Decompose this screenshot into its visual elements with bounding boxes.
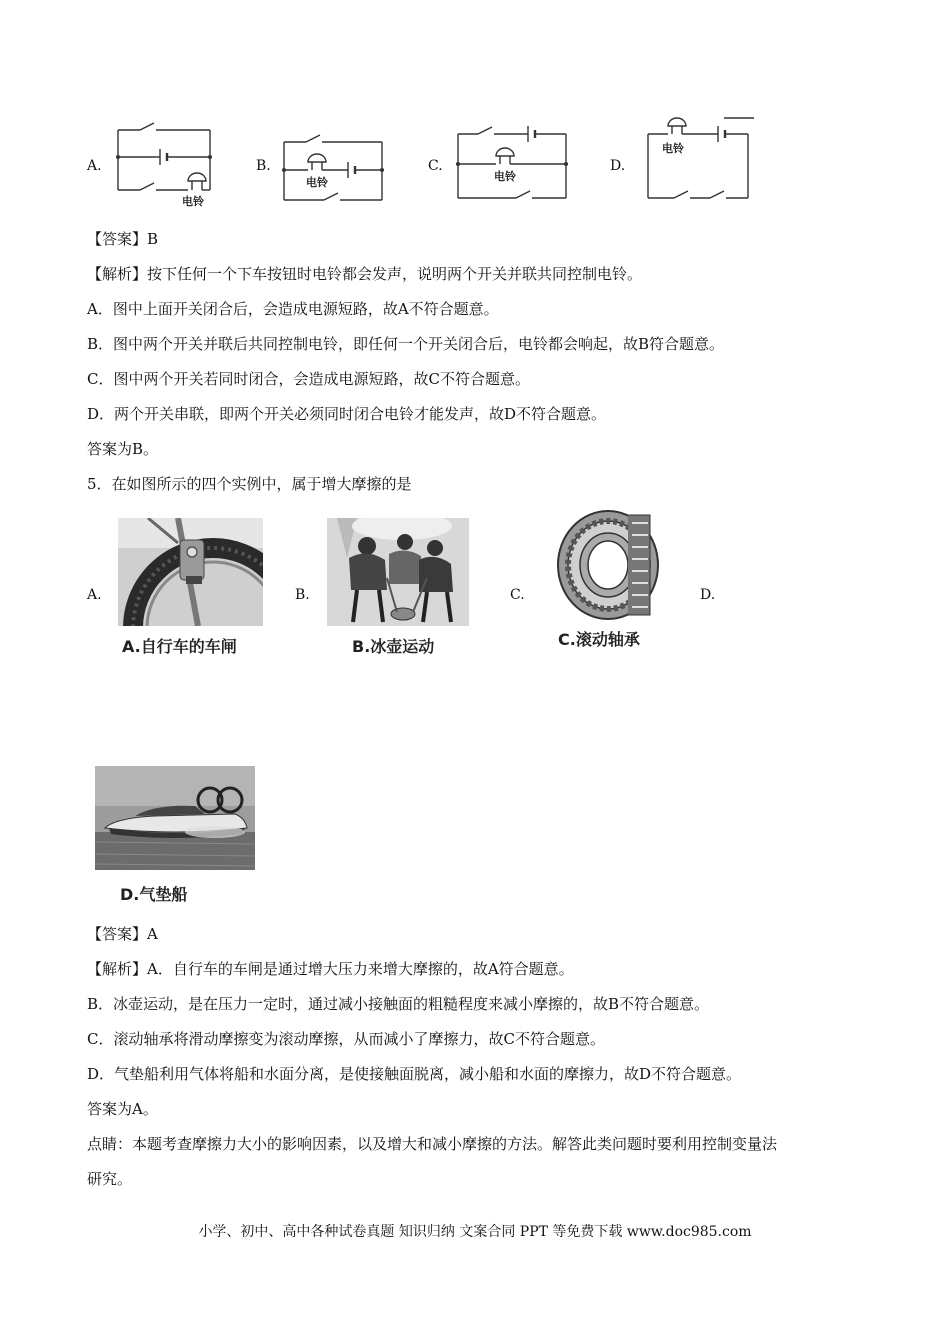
q4-option-d-label: D. (610, 158, 626, 174)
q5-note-line: 研究。 (87, 1170, 133, 1188)
q4-analysis-line: 【解析】按下任何一个下车按钮时电铃都会发声，说明两个开关并联共同控制电铃。 (87, 265, 643, 283)
caption-c: C.滚动轴承 (558, 630, 640, 649)
junction-dot (208, 155, 212, 159)
q5-analysis-line: 答案为A。 (87, 1100, 158, 1118)
hovercraft-image (95, 766, 255, 870)
bell-label: 电铃 (306, 176, 328, 189)
caption-a: A.自行车的车闸 (122, 637, 237, 656)
q5-option-a-label: A. (87, 587, 102, 603)
q4-circuit-c (452, 118, 574, 210)
bell-label: 电铃 (494, 170, 516, 183)
bicycle-brake-image (118, 518, 263, 626)
q5-analysis-line: C．滚动轴承将滑动摩擦变为滚动摩擦，从而减小了摩擦力，故C不符合题意。 (87, 1030, 605, 1048)
q5-analysis-line: D．气垫船利用气体将船和水面分离，是使接触面脱离，减小船和水面的摩擦力，故D不符合题意。 (87, 1065, 742, 1083)
rolling-bearing-image (550, 505, 662, 620)
q5-note-line: 点睛：本题考查摩擦力大小的影响因素，以及增大和减小摩擦的方法。解答此类问题时要利用控制变量法 (87, 1135, 778, 1153)
q4-analysis-line: D．两个开关串联，即两个开关必须同时闭合电铃才能发声，故D不符合题意。 (87, 405, 607, 423)
q5-option-b-label: B. (295, 587, 310, 603)
q4-circuit-d (640, 112, 758, 210)
q4-analysis-line: C．图中两个开关若同时闭合，会造成电源短路，故C不符合题意。 (87, 370, 530, 388)
q5-analysis-line: B．冰壶运动，是在压力一定时，通过减小接触面的粗糙程度来减小摩擦的，故B不符合题意。 (87, 995, 710, 1013)
junction-dot (456, 162, 460, 166)
q5-analysis-line: 【解析】A．自行车的车闸是通过增大压力来增大摩擦的，故A符合题意。 (87, 960, 574, 978)
junction-dot (282, 168, 286, 172)
q5-option-c-label: C. (510, 587, 525, 603)
q4-option-c-label: C. (428, 158, 443, 174)
q4-circuit-a (110, 115, 220, 210)
q4-analysis-line: 答案为B。 (87, 440, 159, 458)
caption-b: B.冰壶运动 (352, 637, 435, 656)
bell-label: 电铃 (182, 195, 204, 208)
page-footer: 小学、初中、高中各种试卷真题 知识归纳 文案合同 PPT 等免费下载 www.doc985.com (198, 1224, 752, 1240)
q4-analysis-line: B．图中两个开关并联后共同控制电铃，即任何一个开关闭合后，电铃都会响起，故B符合题意。 (87, 335, 725, 353)
curling-image (327, 518, 469, 626)
junction-dot (564, 162, 568, 166)
q5-answer: 【答案】A (87, 925, 158, 943)
q4-circuit-b (278, 130, 390, 210)
q4-analysis-line: A．图中上面开关闭合后，会造成电源短路，故A不符合题意。 (87, 300, 499, 318)
q5-question: 5．在如图所示的四个实例中，属于增大摩擦的是 (87, 475, 412, 493)
q5-option-d-label: D. (700, 587, 716, 603)
bell-label: 电铃 (662, 142, 684, 155)
q4-option-a-label: A. (87, 158, 102, 174)
caption-d: D.气垫船 (120, 885, 188, 904)
q4-answer: 【答案】B (87, 230, 159, 248)
junction-dot (116, 155, 120, 159)
q4-option-b-label: B. (256, 158, 271, 174)
junction-dot (380, 168, 384, 172)
